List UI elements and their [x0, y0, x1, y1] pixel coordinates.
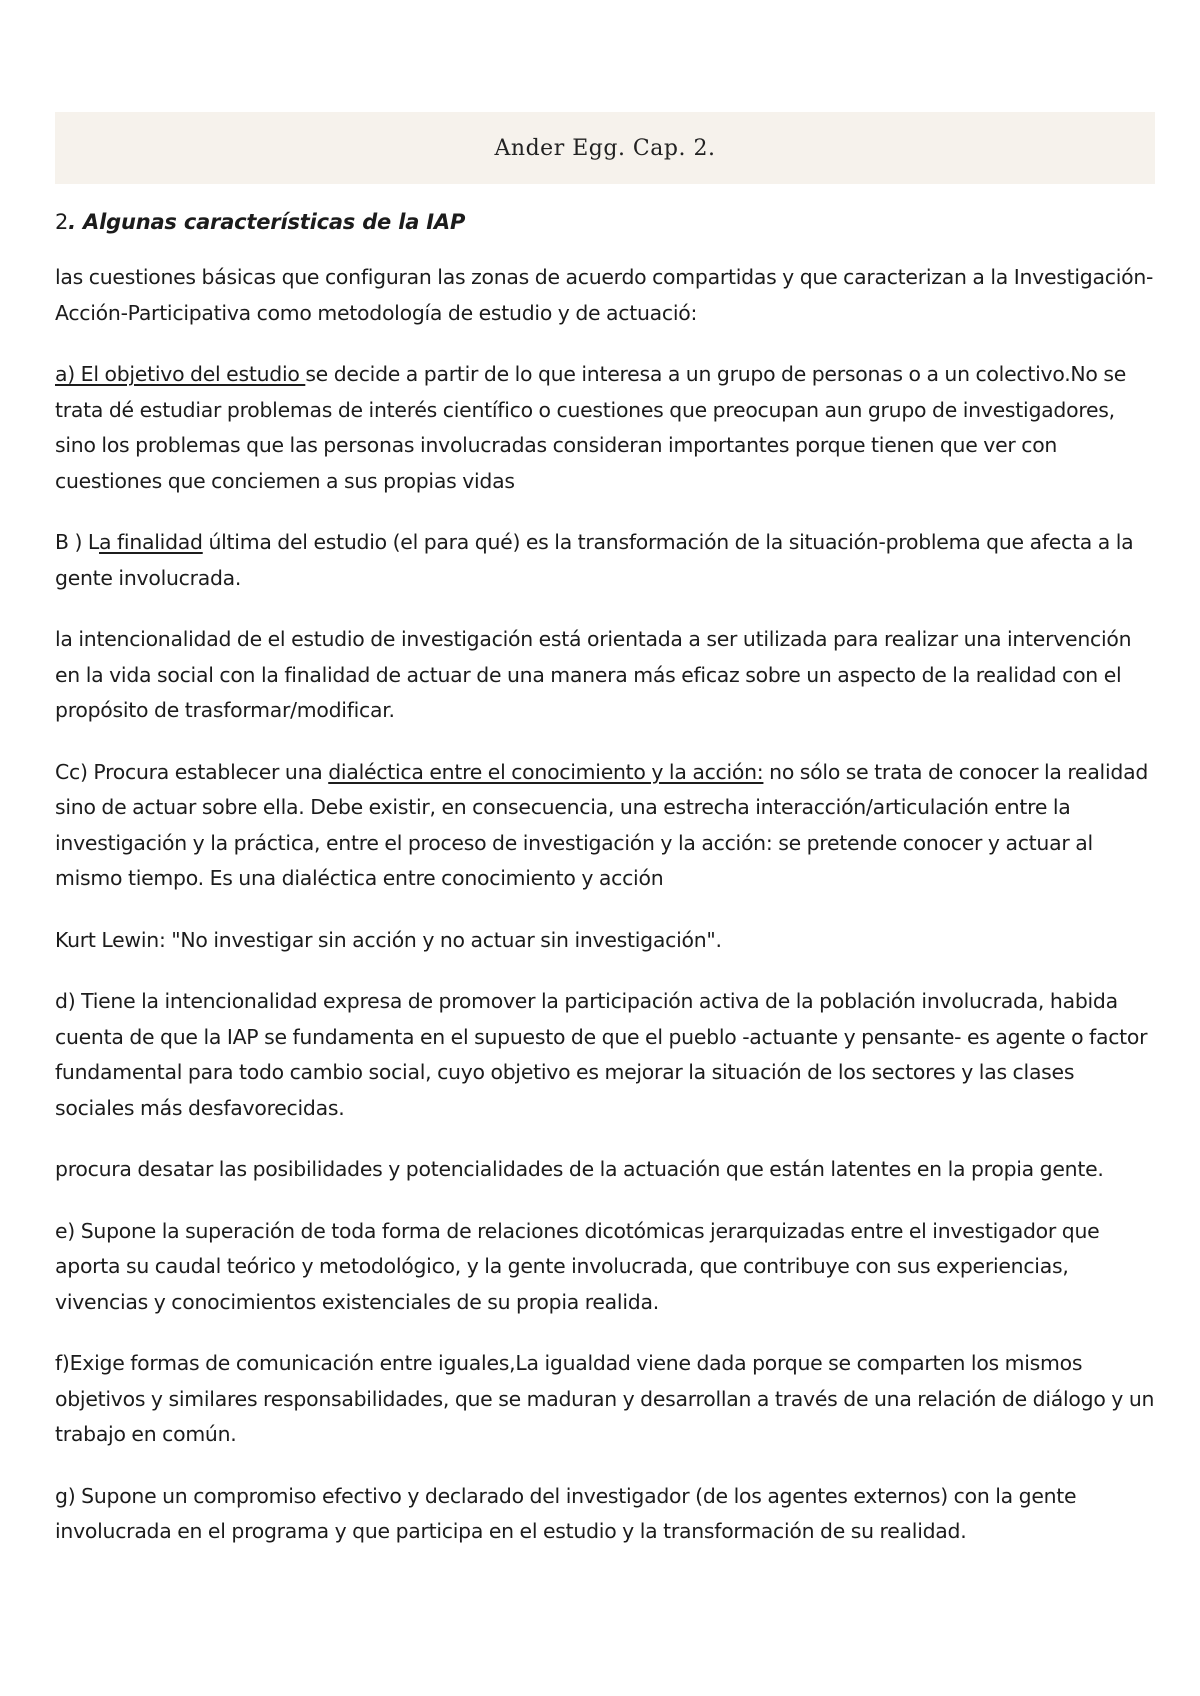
section-title: . Algunas características de la IAP	[68, 210, 466, 234]
paragraph-f: f)Exige formas de comunicación entre iguales,La igualdad viene dada porque se comparten los mismos objetivos y similares responsabilidades, que se maduran y desarrollan a través de una relación de diálogo y un trabajo en común.	[55, 1351, 1155, 1446]
paragraph-b-label: a finalidad	[99, 530, 203, 554]
section-number: 2	[55, 210, 69, 234]
paragraph-a-label: a) El objetivo del estudio	[55, 362, 306, 386]
paragraph-d-extra: procura desatar las posibilidades y potencialidades de la actuación que están latentes en la propia gente.	[55, 1157, 1104, 1181]
paragraph-c-text: no sólo se trata de conocer la realidad sino de actuar sobre ella. Debe existir, en consecuencia, una estrecha interacción/articulación entre la investigación y la práctica, entre el proceso de investigación y la acción: se pretende conocer y actuar al mismo tiempo. Es una dialéctica entre conocimiento y acción	[55, 759, 1149, 890]
paragraph-c-prefix: Cc) Procura establecer una	[55, 759, 329, 784]
section-heading	[55, 210, 1155, 234]
paragraph-d: d) Tiene la intencionalidad expresa de promover la participación activa de la población involucrada, habida cuenta de que la IAP se fundamenta en el supuesto de que el pueblo -actuante y pensante- es agente o factor fundamental para todo cambio social, cuyo objetivo es mejorar la situación de los sectores y las clases sociales más desfavorecidas.	[55, 989, 1148, 1120]
paragraph-b-text: última del estudio (el para qué) es la transformación de la situación-problema que afecta a la gente involucrada.	[55, 530, 1134, 590]
paragraph-b	[55, 525, 1155, 596]
document-page	[55, 112, 1155, 1550]
document-title: Ander Egg. Cap. 2.	[494, 135, 716, 161]
paragraph-intro: las cuestiones básicas que configuran las zonas de acuerdo compartidas y que caracterizan a la Investigación-Acción-Participativa como metodología de estudio y de actuació:	[55, 265, 1154, 325]
paragraph-a-text: se decide a partir de lo que interesa a un grupo de personas o a un colectivo.No se trata dé estudiar problemas de interés científico o cuestiones que preocupan aun grupo de investigadores, sino los problemas que las personas involucradas consideran importantes porque tienen que ver con cuestiones que conciemen a sus propias vidas	[55, 362, 1127, 493]
paragraph-b-prefix: B ) L	[55, 530, 100, 554]
paragraph-a	[55, 357, 1155, 499]
paragraph-quote: Kurt Lewin: "No investigar sin acción y no actuar sin investigación".	[55, 927, 722, 952]
paragraph-g: g) Supone un compromiso efectivo y declarado del investigador (de los agentes externos) con la gente involucrada en el programa y que participa en el estudio y la transformación de su realidad.	[55, 1483, 1077, 1543]
header-band	[55, 112, 1155, 184]
paragraph-c	[55, 755, 1155, 897]
paragraph-c-label: dialéctica entre el conocimiento y la acción:	[328, 759, 764, 784]
paragraph-e: e) Supone la superación de toda forma de relaciones dicotómicas jerarquizadas entre el investigador que aporta su caudal teórico y metodológico, y la gente involucrada, que contribuye con sus experiencias, vivencias y conocimientos existenciales de su propia realida.	[55, 1218, 1100, 1314]
paragraph-b-extra: la intencionalidad de el estudio de investigación está orientada a ser utilizada para realizar una intervención en la vida social con la finalidad de actuar de una manera más eficaz sobre un aspecto de la realidad con el propósito de trasformar/modificar.	[55, 627, 1132, 722]
